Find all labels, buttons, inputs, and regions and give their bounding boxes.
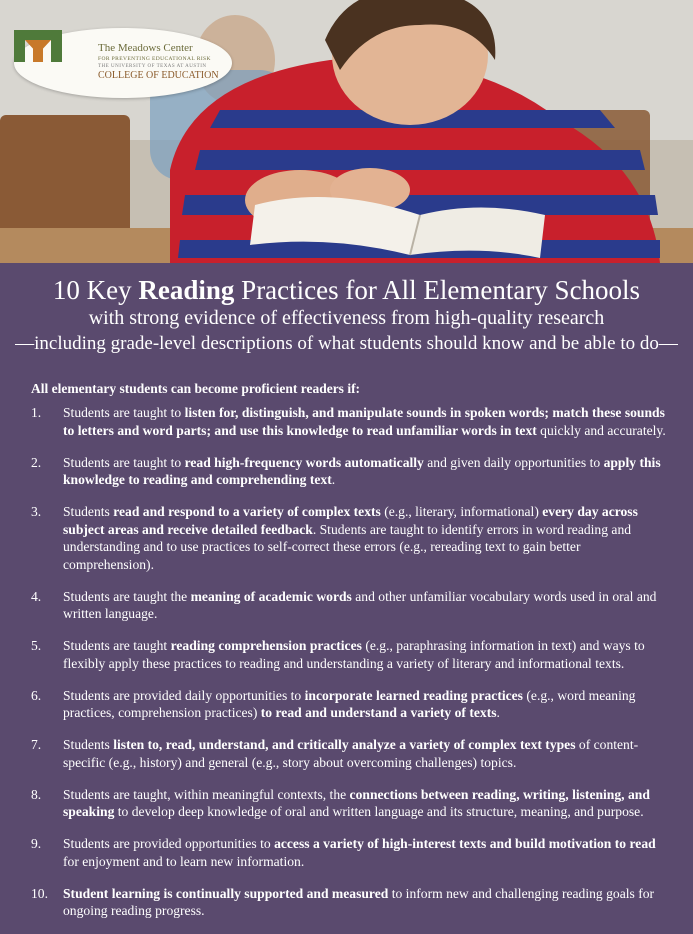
- practice-number: 6.: [31, 687, 42, 703]
- practice-text: Students are taught, within meaningful contexts, the: [63, 786, 350, 802]
- practice-emphasis: listen to, read, understand, and critically analyze a variety of complex text types: [113, 737, 576, 752]
- practice-emphasis: Student learning is continually supported and measured: [63, 885, 389, 901]
- practice-item: [31, 503, 671, 573]
- practice-text: to develop deep knowledge of oral and written language and its structure, meaning, and purpose.: [114, 804, 644, 819]
- practice-text: Students are provided opportunities to: [63, 836, 275, 851]
- practice-text: for enjoyment and to learn new information.: [63, 853, 305, 869]
- practice-emphasis: connections between reading, writing, listening, and speaking: [63, 786, 650, 819]
- practice-item: [31, 404, 671, 439]
- practice-item: [31, 454, 671, 489]
- practice-emphasis: meaning of academic words: [190, 588, 352, 604]
- page-title: [0, 274, 693, 306]
- practice-number: 3.: [31, 504, 42, 519]
- practice-emphasis: incorporate learned reading practices: [304, 687, 523, 703]
- practice-text: (e.g., paraphrasing information in text) and ways to flexibly apply these practices to reading and understanding a variety of literary and informational texts.: [63, 638, 645, 671]
- intro-statement: All elementary students can become proficient readers if:: [31, 381, 361, 396]
- practice-item: [31, 786, 671, 821]
- title-suffix: Practices for All Elementary Schools: [234, 275, 641, 305]
- practice-text: Students are taught to: [63, 405, 185, 420]
- practice-emphasis: access a variety of high-interest texts and build motivation to read: [274, 836, 656, 851]
- practice-text: to inform new and challenging reading goals for ongoing reading progress.: [63, 885, 655, 918]
- practice-text: Students are taught the: [63, 588, 191, 604]
- meadows-center-logo[interactable]: [14, 28, 232, 98]
- page-subtitle-secondary: —including grade-level descriptions of what students should know and be able to do—: [15, 333, 678, 354]
- title-prefix: 10 Key: [52, 275, 139, 305]
- practice-text: and given daily opportunities to: [423, 454, 604, 470]
- practice-text: quickly and accurately.: [536, 422, 666, 438]
- practice-emphasis: read high-frequency words automatically: [184, 454, 424, 470]
- practice-number: 9.: [31, 836, 42, 851]
- practice-number: 5.: [31, 638, 42, 653]
- practice-number: 2.: [31, 454, 42, 470]
- practice-text: .: [331, 472, 336, 487]
- practice-item: [31, 835, 671, 870]
- practice-text: Students are taught: [63, 638, 171, 653]
- practice-item: [31, 687, 671, 722]
- practice-number: 1.: [31, 405, 42, 420]
- practice-emphasis: apply this knowledge to reading and comprehending text: [63, 454, 661, 487]
- practices-list: [31, 404, 671, 934]
- practice-text: (e.g., word meaning practices, comprehension practices): [63, 687, 636, 720]
- hero-photo: [0, 0, 693, 263]
- practice-text: . Students are taught to identify errors in word reading and understanding and to use practices to self-correct these errors (e.g., rereading text to gain better comprehension).: [63, 521, 632, 572]
- title-emphasis: Reading: [138, 275, 235, 305]
- practice-emphasis: listen for, distinguish, and manipulate sounds in spoken words; match these sounds to letters and word parts; and use this knowledge to read unfamiliar words in text: [63, 405, 665, 438]
- logo-college: COLLEGE OF EDUCATION: [98, 70, 219, 81]
- practice-item: [31, 588, 671, 623]
- practice-item: [31, 885, 671, 920]
- logo-tagline: FOR PREVENTING EDUCATIONAL RISK: [98, 56, 211, 62]
- practice-emphasis: every day across subject areas and receive detailed feedback: [63, 504, 638, 537]
- practice-text: .: [496, 705, 500, 720]
- practice-text: Students: [63, 504, 114, 519]
- logo-m-icon: [14, 28, 62, 64]
- practice-item: [31, 637, 671, 672]
- practice-text: Students are taught to: [63, 454, 185, 470]
- practice-item: [31, 736, 671, 771]
- practice-emphasis: reading comprehension practices: [170, 638, 362, 653]
- practice-text: and other unfamiliar vocabulary words used in oral and written language.: [63, 588, 657, 621]
- practice-text: Students are provided daily opportunities to: [63, 687, 305, 703]
- practice-number: 8.: [31, 786, 42, 802]
- logo-university: THE UNIVERSITY OF TEXAS AT AUSTIN: [98, 64, 207, 69]
- title-block: [0, 274, 693, 356]
- practice-text: of content-specific (e.g., history) and general (e.g., story about overcoming challenges) topics.: [63, 737, 639, 770]
- practice-emphasis: to read and understand a variety of texts: [260, 705, 497, 720]
- practice-text: (e.g., literary, informational): [380, 504, 543, 519]
- logo-center-name: The Meadows Center: [98, 42, 193, 54]
- practice-number: 10.: [31, 885, 48, 901]
- logo-text: [98, 42, 228, 82]
- practice-number: 7.: [31, 737, 42, 752]
- page-subtitle: with strong evidence of effectiveness from high-quality research: [88, 307, 605, 329]
- practice-text: Students: [63, 737, 114, 752]
- practice-number: 4.: [31, 588, 42, 604]
- practice-emphasis: read and respond to a variety of complex texts: [113, 504, 381, 519]
